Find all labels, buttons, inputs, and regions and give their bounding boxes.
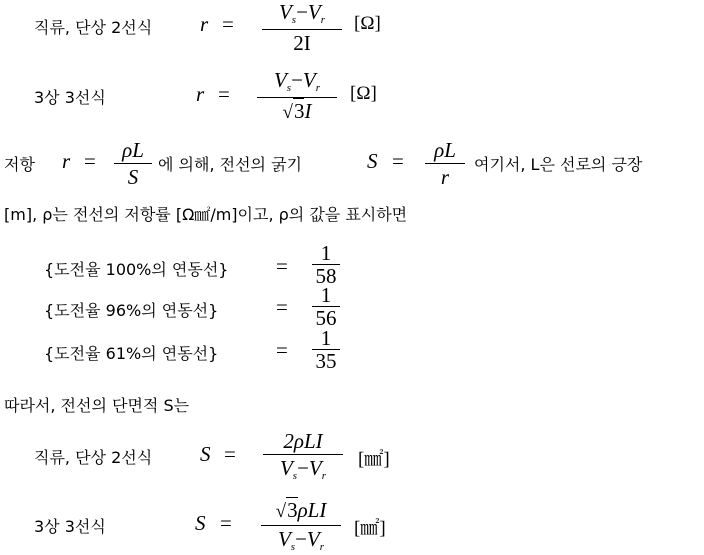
resistance-prefix: 저항	[4, 155, 35, 174]
area-dc-equals: =	[224, 442, 236, 466]
conductivity-label-100: {도전율 100%의 연동선}	[44, 260, 229, 279]
resistance-fraction-1: ρL S	[114, 138, 152, 189]
resistance-tail: 여기서, L은 선로의 긍장	[474, 155, 643, 174]
area-three-fraction: √3ρLI Vs−Vr	[261, 498, 341, 555]
conductivity-label-96: {도전율 96%의 연동선}	[44, 301, 219, 320]
area-three-lhs: S	[195, 511, 206, 535]
conductivity-equals-100: =	[276, 254, 288, 278]
dc-lhs: r	[200, 12, 209, 36]
area-dc-fraction: 2ρLI Vs−Vr	[263, 429, 343, 484]
area-dc-unit: [㎟]	[358, 449, 390, 470]
conductivity-equals-96: =	[276, 295, 288, 319]
three-fraction: Vs−Vr √3I	[257, 68, 337, 125]
therefore-text: 따라서, 전선의 단면적 S는	[4, 396, 190, 415]
three-equals: =	[218, 82, 230, 106]
area-three-equals: =	[220, 511, 232, 535]
area-dc-lhs: S	[200, 442, 211, 466]
resistance-equals-2: =	[392, 149, 404, 173]
three-unit: [Ω]	[350, 83, 377, 104]
dc-equals: =	[222, 12, 234, 36]
conductivity-fraction-100: 1 58	[312, 243, 340, 286]
resistivity-text: [m], ρ는 전선의 저항률 [Ω㎟/m]이고, ρ의 값을 표시하면	[4, 205, 408, 224]
dc-fraction: Vs−Vr 2I	[262, 0, 342, 55]
resistance-lhs: r	[62, 149, 71, 173]
dc-label: 직류, 단상 2선식	[34, 18, 153, 37]
three-lhs: r	[196, 82, 205, 106]
three-label: 3상 3선식	[34, 88, 106, 107]
conductivity-label-61: {도전율 61%의 연동선}	[44, 344, 219, 363]
conductivity-fraction-96: 1 56	[312, 285, 340, 328]
sqrt-symbol: √3	[282, 99, 305, 123]
dc-unit: [Ω]	[354, 13, 381, 34]
resistance-fraction-2: ρL r	[425, 138, 465, 189]
sqrt-symbol: √3	[275, 498, 298, 522]
conductivity-equals-61: =	[276, 338, 288, 362]
area-three-unit: [㎟]	[354, 518, 386, 539]
area-dc-label: 직류, 단상 2선식	[34, 448, 153, 467]
resistance-mid-text: 에 의해, 전선의 굵기	[158, 155, 302, 174]
conductivity-fraction-61: 1 35	[312, 328, 340, 371]
area-three-label: 3상 3선식	[34, 517, 106, 536]
resistance-lhs-2: S	[367, 149, 378, 173]
resistance-equals: =	[84, 149, 96, 173]
